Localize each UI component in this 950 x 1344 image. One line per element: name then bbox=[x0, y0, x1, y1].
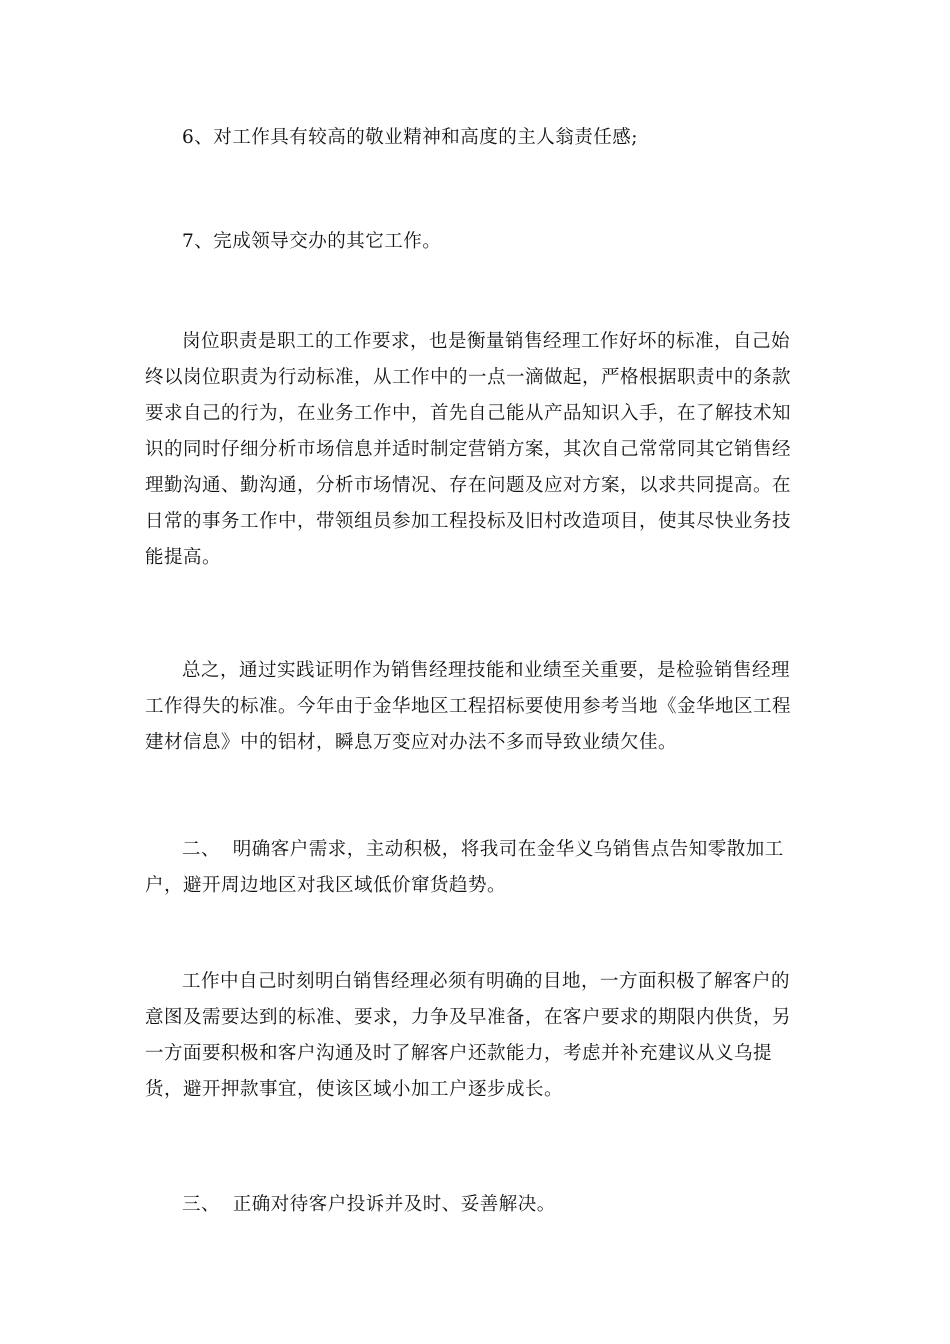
section-heading-two: 二、 明确客户需求，主动积极，将我司在金华义乌销售点告知零散加工户，避开周边地区对我区域低价窜货趋势。 bbox=[145, 839, 784, 896]
paragraph-customer-needs: 工作中自己时刻明白销售经理必须有明确的目地，一方面积极了解客户的意图及需要达到的标准、要求，力争及早准备，在客户要求的期限内供货，另一方面要积极和客户沟通及时了解客户还款能力，考虑并补充建议从义乌提货，避开押款事宜，使该区域小加工户逐步成长。 bbox=[145, 971, 792, 1100]
paragraph-duty-7: 7、完成领导交办的其它工作。 bbox=[182, 231, 442, 252]
paragraph-summary: 总之，通过实践证明作为销售经理技能和业绩至关重要，是检验销售经理工作得失的标准。今年由于金华地区工程招标要使用参考当地《金华地区工程建材信息》中的铝材，瞬息万变应对办法不多而导致业绩欠佳。 bbox=[145, 660, 792, 753]
section-heading-three: 三、 正确对待客户投诉并及时、妥善解决。 bbox=[182, 1194, 556, 1215]
paragraph-job-responsibility: 岗位职责是职工的工作要求，也是衡量销售经理工作好坏的标准，自己始终以岗位职责为行动标准，从工作中的一点一滴做起，严格根据职责中的条款要求自己的行为，在业务工作中，首先自己能从产品知识入手，在了解技术知识的同时仔细分析市场信息并适时制定营销方案，其次自己常常同其它销售经理勤沟通、勤沟通，分析市场情况、存在问题及应对方案，以求共同提高。在日常的事务工作中，带领组员参加工程投标及旧村改造项目，使其尽快业务技能提高。 bbox=[145, 331, 792, 568]
paragraph-duty-6: 6、对工作具有较高的敬业精神和高度的主人翁责任感; bbox=[182, 127, 639, 148]
